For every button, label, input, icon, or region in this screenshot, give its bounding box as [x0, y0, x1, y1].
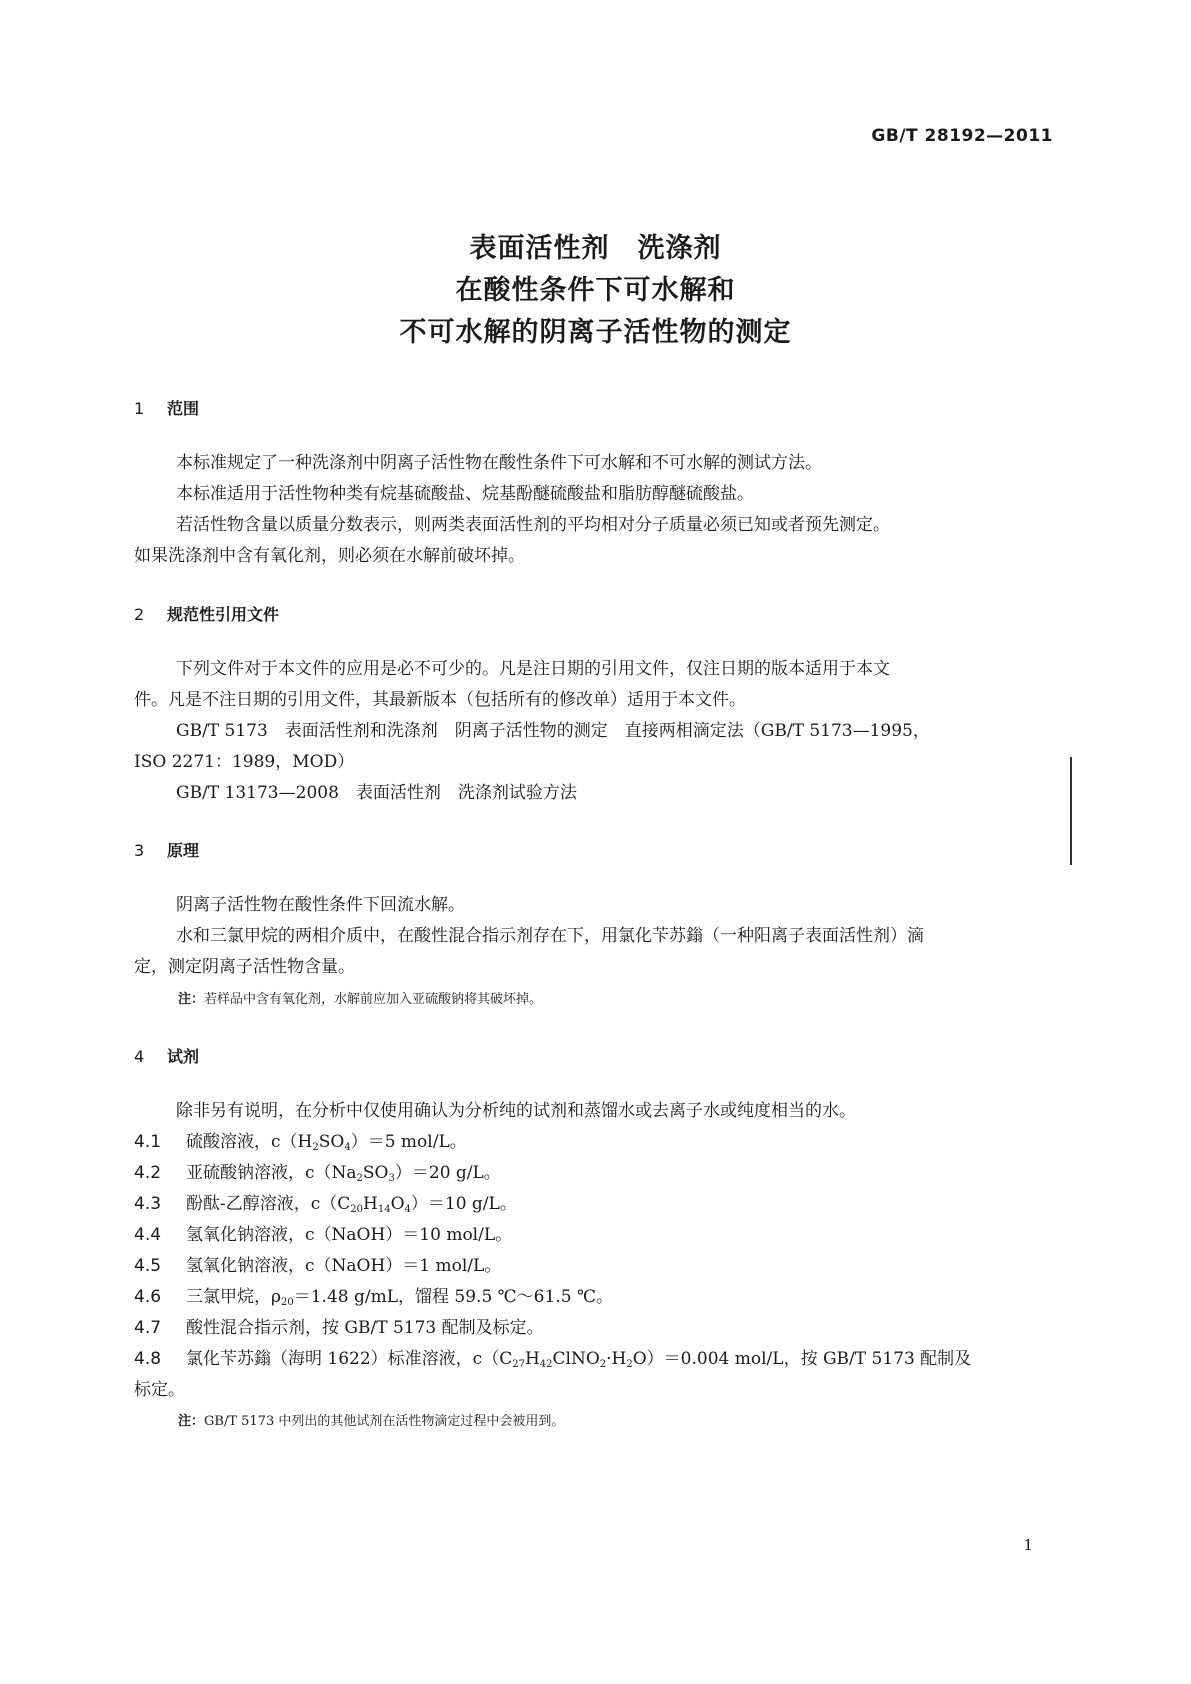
subscript: 2 [626, 1359, 633, 1370]
note [178, 988, 542, 1007]
title-line-3: 不可水解的阴离子活性物的测定 [399, 317, 792, 348]
item-text: 酸性混合指示剂，按 GB/T 5173 配制及标定。 [186, 1318, 544, 1338]
paragraph-text: 水和三氯甲烷的两相介质中，在酸性混合指示剂存在下，用氯化苄苏鎓（一种阳离子表面活性剂）滴 [176, 926, 924, 946]
reference-item [134, 747, 1058, 778]
paragraph [134, 890, 1058, 921]
list-item [134, 1220, 1058, 1251]
item-text: 氢氧化钠溶液，c（NaOH）＝1 mol/L。 [186, 1256, 502, 1276]
subscript: 4 [404, 1204, 411, 1215]
subscript: 42 [539, 1359, 553, 1370]
item-text: SO [318, 1132, 345, 1152]
section-number: 4 [134, 1047, 145, 1066]
subscript: 2 [599, 1359, 607, 1370]
item-text: ·H [606, 1349, 627, 1369]
standard-code: GB/T 28192—2011 [871, 126, 1053, 146]
note-label: 注： [178, 992, 205, 1007]
note-text: GB/T 5173 中列出的其他试剂在活性物滴定过程中会被用到。 [204, 1414, 565, 1429]
note-label: 注： [178, 1414, 205, 1429]
section-title: 规范性引用文件 [167, 605, 280, 624]
change-bar [1070, 757, 1072, 865]
title-line-1: 表面活性剂 洗涤剂 [469, 233, 722, 264]
item-text: O）＝0.004 mol/L，按 GB/T 5173 配制及 [632, 1349, 972, 1369]
item-number: 4.5 [134, 1256, 162, 1276]
section-number: 2 [134, 605, 145, 624]
paragraph [134, 921, 1058, 952]
item-number: 4.1 [134, 1132, 162, 1152]
section-3-heading [134, 838, 199, 861]
item-number: 4.4 [134, 1225, 162, 1245]
item-text: H [363, 1194, 378, 1214]
paragraph [134, 685, 1058, 716]
paragraph [134, 479, 1058, 510]
paragraph [134, 654, 1058, 685]
reference-item [134, 716, 1058, 747]
item-number: 4.7 [134, 1318, 162, 1338]
document-title [0, 228, 1191, 354]
section-number: 1 [134, 399, 145, 418]
list-item [134, 1251, 1058, 1282]
paragraph [134, 541, 1058, 572]
section-title: 试剂 [167, 1047, 200, 1066]
paragraph-text: 下列文件对于本文件的应用是必不可少的。凡是注日期的引用文件，仅注日期的版本适用于本文 [176, 659, 890, 679]
section-title: 范围 [167, 399, 200, 418]
item-text: 酚酞-乙醇溶液，c（C [186, 1194, 351, 1214]
title-line-2: 在酸性条件下可水解和 [455, 275, 736, 306]
paragraph [134, 448, 1058, 479]
item-text: 氢氧化钠溶液，c（NaOH）＝10 mol/L。 [186, 1225, 513, 1245]
item-text: ）＝10 g/L。 [410, 1194, 517, 1214]
item-text: SO [362, 1163, 389, 1183]
subscript: 27 [512, 1359, 525, 1370]
section-1-heading [134, 396, 199, 419]
item-text: 标定。 [134, 1380, 185, 1400]
subscript: 14 [377, 1204, 391, 1215]
section-title: 原理 [167, 841, 200, 860]
page-number: 1 [1023, 1536, 1033, 1554]
paragraph [134, 510, 1058, 541]
subscript: 3 [388, 1173, 395, 1184]
section-4-heading [134, 1044, 199, 1067]
reference-text: GB/T 13173—2008 表面活性剂 洗涤剂试验方法 [176, 783, 577, 803]
section-number: 3 [134, 841, 145, 860]
paragraph-text: 如果洗涤剂中含有氧化剂，则必须在水解前破坏掉。 [134, 546, 525, 566]
paragraph-text: 阴离子活性物在酸性条件下回流水解。 [176, 895, 465, 915]
paragraph-text: 若活性物含量以质量分数表示，则两类表面活性剂的平均相对分子质量必须已知或者预先测定。 [176, 515, 890, 535]
paragraph [134, 1096, 1058, 1127]
subscript: 2 [356, 1173, 363, 1184]
item-text: 氯化苄苏鎓（海明 1622）标准溶液，c（C [186, 1349, 513, 1369]
item-number: 4.3 [134, 1194, 162, 1214]
item-text: ）＝20 g/L。 [394, 1163, 501, 1183]
reference-text: ISO 2271：1989，MOD） [134, 752, 355, 772]
list-item-continuation [134, 1375, 1058, 1406]
item-text: 三氯甲烷，ρ [186, 1287, 281, 1307]
reference-text: GB/T 5173 表面活性剂和洗涤剂 阴离子活性物的测定 直接两相滴定法（GB/T 5173—1995， [176, 721, 930, 741]
item-text: H [524, 1349, 540, 1369]
item-text: ClNO [552, 1349, 600, 1369]
paragraph [134, 952, 1058, 983]
reference-item [134, 778, 1058, 809]
item-text: ＝1.48 g/mL，馏程 59.5 ℃～61.5 ℃。 [293, 1287, 613, 1307]
paragraph-text: 本标准适用于活性物种类有烷基硫酸盐、烷基酚醚硫酸盐和脂肪醇醚硫酸盐。 [176, 484, 754, 504]
paragraph-text: 本标准规定了一种洗涤剂中阴离子活性物在酸性条件下可水解和不可水解的测试方法。 [176, 453, 822, 473]
subscript: 2 [312, 1142, 319, 1153]
subscript: 20 [350, 1204, 364, 1215]
subscript: 4 [344, 1142, 351, 1153]
item-number: 4.2 [134, 1163, 162, 1183]
item-text: 硫酸溶液，c（H [186, 1132, 313, 1152]
subscript: 20 [281, 1297, 294, 1308]
section-2-heading [134, 602, 279, 625]
item-number: 4.8 [134, 1349, 162, 1369]
note [178, 1410, 564, 1429]
item-text: O [390, 1194, 405, 1214]
item-text: ）＝5 mol/L。 [350, 1132, 467, 1152]
paragraph-text: 件。凡是不注日期的引用文件，其最新版本（包括所有的修改单）适用于本文件。 [134, 690, 746, 710]
note-text: 若样品中含有氧化剂，水解前应加入亚硫酸钠将其破坏掉。 [204, 992, 543, 1007]
item-number: 4.6 [134, 1287, 162, 1307]
paragraph-text: 定，测定阴离子活性物含量。 [134, 957, 355, 977]
list-item [134, 1313, 1058, 1344]
paragraph-text: 除非另有说明，在分析中仅使用确认为分析纯的试剂和蒸馏水或去离子水或纯度相当的水。 [176, 1101, 856, 1121]
item-text: 亚硫酸钠溶液，c（Na [186, 1163, 357, 1183]
